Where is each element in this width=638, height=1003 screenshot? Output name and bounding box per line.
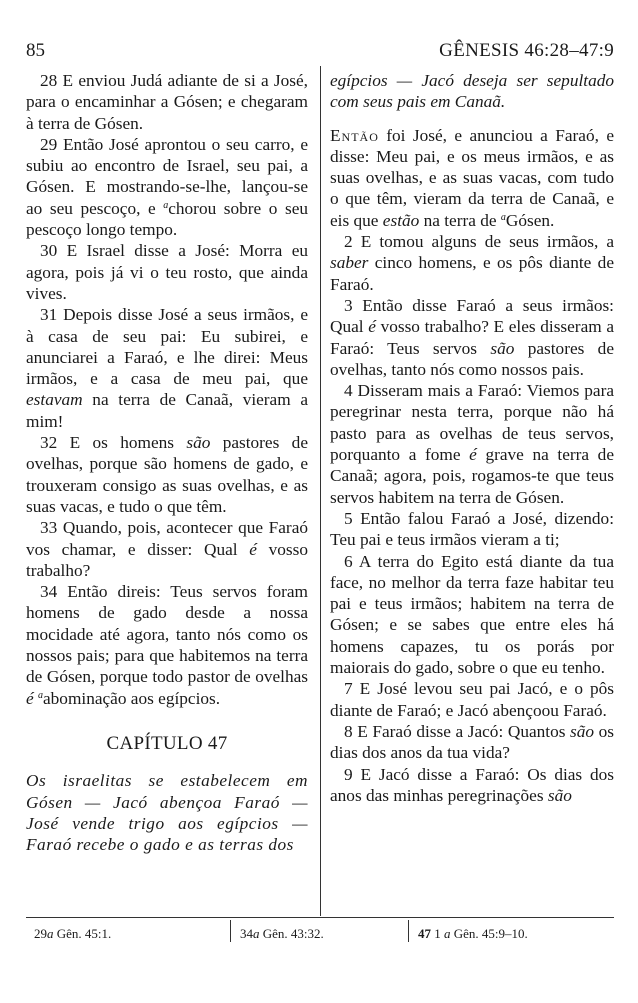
verse-text: 3 Então disse Faraó a seus irmãos: Qual	[330, 295, 614, 337]
verse-text: 33 Quando, pois, acontecer que Faraó vos chamar, e disser: Qual	[26, 518, 308, 559]
verse-text: 8 E Faraó disse a Jacó: Quantos	[344, 721, 571, 741]
verse-text: 2 E tomou alguns de seus irmãos, a	[344, 232, 614, 252]
footnote-marker[interactable]: a	[38, 689, 43, 701]
footnote-letter: a	[47, 926, 54, 941]
italic-word: são	[490, 338, 515, 358]
footnote-reference: Gên. 43:32.	[262, 926, 324, 941]
verse-text: 29 Então José aprontou o seu carro, e subiu ao encontro de Israel, seu pai, a Gósen. E mostrando-se-lhe, lançou-se ao seu pescoço, e	[26, 134, 308, 218]
verse-text: na terra de Canaã, vieram a mim!	[26, 390, 308, 431]
verse-1	[330, 125, 614, 231]
verse-text: grave na terra de Canaã; agora, pois, rogamos-te que teus servos habitem na terra de Gósen.	[330, 445, 614, 507]
verse-text: 32 E os homens	[40, 433, 187, 453]
verse-3	[330, 295, 614, 380]
verse-28	[26, 70, 308, 134]
footnote-marker[interactable]: a	[163, 199, 169, 211]
footnote-reference: Gên. 45:1.	[56, 926, 112, 941]
verse-text: 31 Depois disse José a seus irmãos, e à casa de seu pai: Eu subirei, e anunciarei a Faraó, e lhe direi: Meus irmãos, e a casa de meu pai, que	[26, 305, 308, 389]
verse-opening-word: Então	[330, 125, 379, 145]
verse-text: os dias dos anos da tua vida?	[330, 721, 615, 763]
footnote-verse: 34	[240, 926, 253, 941]
italic-word: saber	[330, 253, 369, 273]
verse-text: 34 Então direis: Teus servos foram homens de gado desde a nossa mocidade até agora, tanto nós como os nossos pais; para que habitemos na terra de Gósen, porque todo pastor de ovelhas	[26, 582, 308, 687]
italic-word: estavam	[26, 390, 83, 410]
chapter-summary-continued: egípcios — Jacó deseja ser sepultado com seus pais em Canaã.	[330, 71, 614, 112]
verse-33	[26, 517, 308, 581]
chapter-heading: CAPÍTULO 47	[106, 732, 228, 754]
page-number: 85	[26, 40, 45, 61]
running-title: GÊNESIS 46:28–47:9	[439, 40, 614, 61]
italic-word: é	[26, 688, 34, 708]
verse-31	[26, 304, 308, 432]
verse-text: 4 Disseram mais a Faraó: Viemos para peregrinar nesta terra, porque não há pasto para as ovelhas de teus servos, porquanto a fome	[330, 381, 614, 465]
verse-text: chorou sobre o seu pescoço longo tempo.	[26, 198, 309, 240]
footnote-reference: Gên. 45:9–10.	[453, 926, 528, 941]
italic-word: estão	[382, 210, 420, 230]
scripture-page	[26, 0, 614, 1003]
right-column	[330, 70, 614, 806]
italic-word: é	[368, 317, 376, 337]
footnote-2[interactable]	[240, 926, 324, 942]
footnote-separator	[408, 920, 409, 942]
verse-30	[26, 240, 308, 304]
italic-word: são	[547, 785, 572, 805]
footnote-verse: 1	[434, 926, 441, 941]
verse-2	[330, 231, 614, 295]
page-header	[26, 40, 614, 66]
verse-9	[330, 764, 614, 807]
verse-text: 5 Então falou Faraó a José, dizendo: Teu pai e teus irmãos vieram a ti;	[330, 508, 614, 550]
italic-word: são	[570, 721, 595, 741]
verse-text: 30 E Israel disse a José: Morra eu agora, pois já vi o teu rosto, que ainda vives.	[26, 241, 308, 303]
verse-34	[26, 581, 308, 709]
footnote-separator	[230, 920, 231, 942]
verse-text: pastores de ovelhas, tanto nós como nossos pais.	[330, 338, 614, 379]
footnote-chapter: 47	[418, 926, 431, 941]
chapter-summary: Os israelitas se estabelecem em Gósen — Jacó abençoa Faraó — José vende trigo aos egípcios — Faraó recebe o gado e as terras dos	[26, 771, 308, 855]
verse-text: abominação aos egípcios.	[43, 688, 221, 708]
verse-5	[330, 508, 614, 551]
italic-word: são	[186, 433, 211, 453]
footnote-marker[interactable]: a	[500, 211, 506, 223]
footnote-3[interactable]	[418, 926, 528, 942]
column-divider	[320, 66, 321, 916]
verse-6	[330, 551, 614, 679]
italic-word: é	[249, 539, 257, 559]
verse-4	[330, 380, 614, 508]
italic-word: é	[469, 445, 477, 465]
verse-8	[330, 721, 614, 764]
footnote-verse: 29	[34, 926, 47, 941]
footnote-letter: a	[253, 926, 260, 941]
left-column	[26, 70, 308, 855]
footnote-letter: a	[444, 926, 451, 941]
verse-7	[330, 678, 614, 721]
verse-text: 28 E enviou Judá adiante de si a José, para o encaminhar a Gósen; e chegaram à terra de Gósen.	[26, 71, 308, 133]
footnote-rule	[26, 917, 614, 918]
verse-text: foi José, e anunciou a Faraó, e disse: Meu pai, e os meus irmãos, e as suas ovelhas, e as suas vacas, com tudo o que têm, vieram da terra de Canaã, e eis que	[330, 125, 614, 230]
verse-text: 7 E José levou seu pai Jacó, e o pôs diante de Faraó; e Jacó abençoou Faraó.	[330, 679, 614, 720]
verse-text: vosso trabalho? E eles disseram a Faraó: Teus servos	[330, 317, 614, 358]
verse-32	[26, 432, 308, 517]
verse-29	[26, 134, 308, 240]
verse-text: pastores de ovelhas, porque são homens de gado, e trouxeram consigo as suas ovelhas, e as suas vacas, e tudo o que têm.	[26, 433, 308, 516]
verse-text: 6 A terra do Egito está diante da tua face, no melhor da terra faze habitar teu pai e teus irmãos; habitem na terra de Gósen; e se sabes que entre eles há homens capazes, tu os porás por maiorais do gado, sobre o que eu tenho.	[330, 551, 614, 678]
verse-text: na terra de	[419, 210, 501, 230]
verse-text: 9 E Jacó disse a Faraó: Os dias dos anos das minhas peregrinações	[330, 764, 614, 805]
verse-text: Gósen.	[505, 210, 555, 230]
verse-text: cinco homens, e os pôs diante de Faraó.	[330, 253, 614, 294]
footnote-1[interactable]	[34, 926, 111, 942]
verse-text: vosso trabalho?	[26, 539, 308, 580]
